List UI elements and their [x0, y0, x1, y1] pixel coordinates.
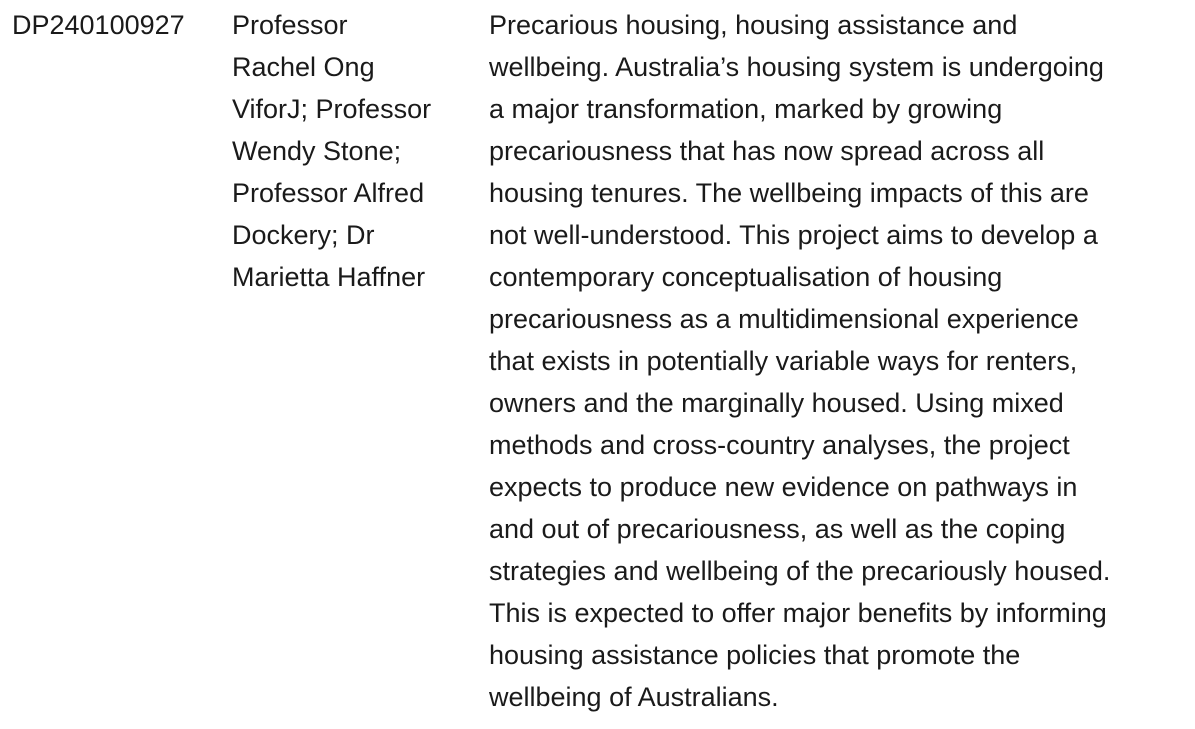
- summary-line: precariousness as a multidimensional experience: [489, 304, 1079, 334]
- summary-line: owners and the marginally housed. Using mixed: [489, 388, 1064, 418]
- summary-line: wellbeing. Australia’s housing system is undergoing: [489, 52, 1104, 82]
- project-row: [0, 4, 1195, 724]
- summary-line: expects to produce new evidence on pathways in: [489, 472, 1078, 502]
- investigators-cell: [232, 4, 467, 298]
- summary-line: strategies and wellbeing of the precariously housed.: [489, 556, 1111, 586]
- project-id-cell: [12, 4, 217, 46]
- summary-line: Precarious housing, housing assistance and: [489, 10, 1018, 40]
- investigators-line: Dockery; Dr: [232, 220, 375, 250]
- investigators-line: Marietta Haffner: [232, 262, 426, 292]
- investigators-line: Professor Alfred: [232, 178, 425, 208]
- summary-line: housing tenures. The wellbeing impacts of this are: [489, 178, 1089, 208]
- project-id: DP240100927: [12, 10, 185, 40]
- summary-line: contemporary conceptualisation of housing: [489, 262, 1003, 292]
- summary-line: precariousness that has now spread across all: [489, 136, 1045, 166]
- investigators-line: Professor: [232, 10, 348, 40]
- summary-line: not well-understood. This project aims to develop a: [489, 220, 1098, 250]
- project-summary-cell: [489, 4, 1189, 718]
- summary-line: methods and cross-country analyses, the project: [489, 430, 1070, 460]
- investigators-line: Wendy Stone;: [232, 136, 402, 166]
- summary-line: a major transformation, marked by growing: [489, 94, 1003, 124]
- summary-line: This is expected to offer major benefits by informing: [489, 598, 1107, 628]
- summary-line: that exists in potentially variable ways for renters,: [489, 346, 1078, 376]
- investigators-line: ViforJ; Professor: [232, 94, 432, 124]
- investigators-line: Rachel Ong: [232, 52, 375, 82]
- summary-line: and out of precariousness, as well as the coping: [489, 514, 1066, 544]
- summary-line: wellbeing of Australians.: [489, 682, 779, 712]
- summary-line: housing assistance policies that promote the: [489, 640, 1021, 670]
